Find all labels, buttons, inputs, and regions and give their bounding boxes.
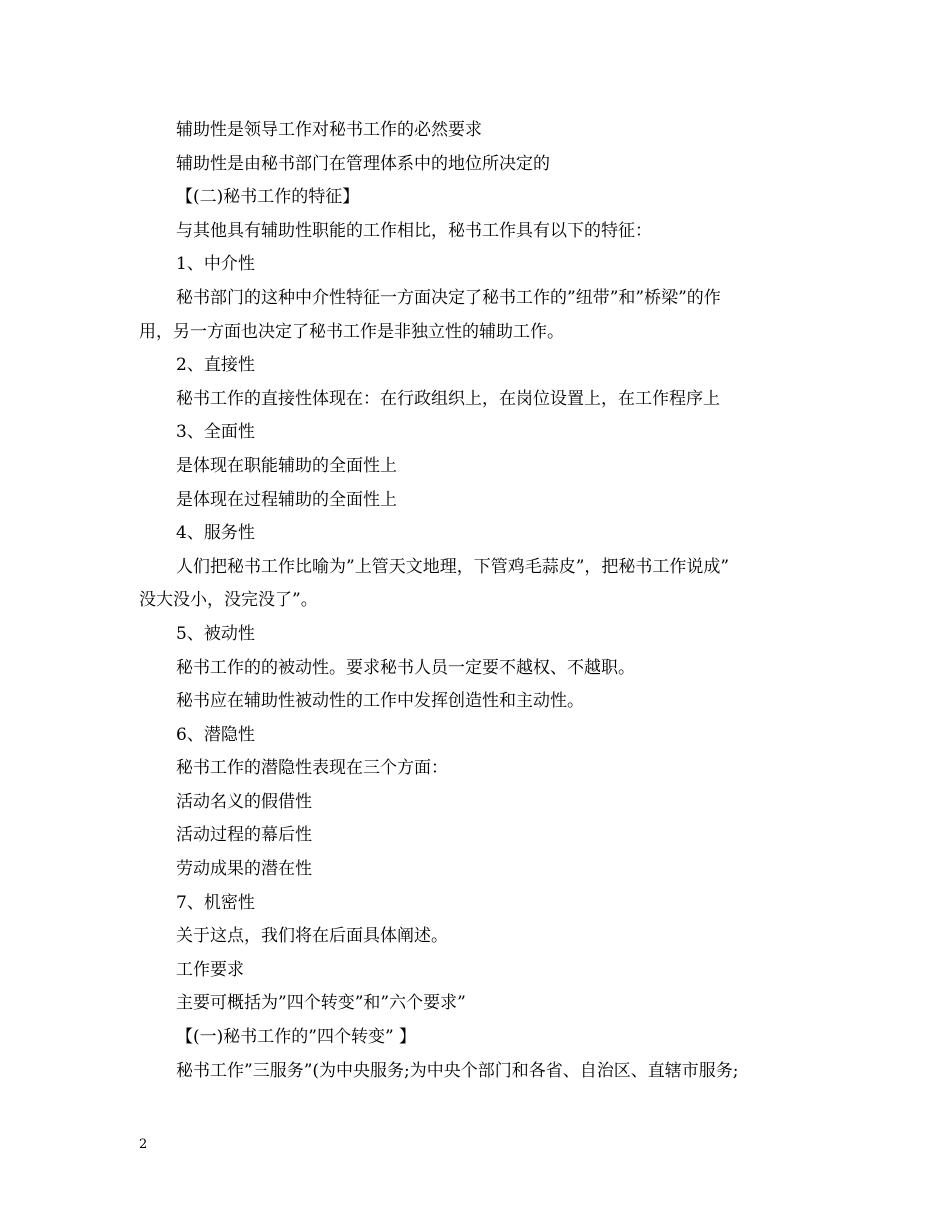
text-line: 劳动成果的潜在性	[176, 859, 312, 880]
text-line: 辅助性是领导工作对秘书工作的必然要求	[176, 120, 482, 140]
text-line: 主要可概括为”四个转变”和”六个要求”	[176, 993, 466, 1014]
text-line: 1、中介性	[176, 254, 255, 275]
text-line: 7、机密性	[176, 892, 255, 913]
text-line: 【(二)秘书工作的特征】	[176, 187, 360, 208]
text-line: 用，另一方面也决定了秘书工作是非独立性的辅助工作。	[139, 321, 564, 342]
text-line: 活动名义的假借性	[176, 791, 312, 812]
text-line: 秘书工作”三服务”(为中央服务;为中央个部门和各省、自治区、直辖市服务;	[176, 1060, 739, 1081]
text-line: 与其他具有辅助性职能的工作相比，秘书工作具有以下的特征：	[176, 220, 652, 241]
text-line: 秘书应在辅助性被动性的工作中发挥创造性和主动性。	[176, 691, 584, 712]
text-line: 是体现在过程辅助的全面性上	[176, 489, 397, 510]
text-line: 工作要求	[176, 959, 244, 980]
text-line: 是体现在职能辅助的全面性上	[176, 455, 397, 476]
text-line: 人们把秘书工作比喻为”上管天文地理，下管鸡毛蒜皮”，把秘书工作说成”	[176, 556, 730, 577]
text-line: 3、全面性	[176, 422, 255, 443]
text-line: 6、潜隐性	[176, 724, 255, 745]
text-line: 【(一)秘书工作的”四个转变” 】	[176, 1027, 417, 1048]
document-body	[139, 114, 819, 1088]
text-line: 秘书部门的这种中介性特征一方面决定了秘书工作的”纽带”和”桥梁”的作	[176, 287, 721, 308]
text-line: 没大没小，没完没了”。	[139, 590, 318, 611]
text-line: 关于这点，我们将在后面具体阐述。	[176, 926, 448, 947]
text-line: 秘书工作的的被动性。要求秘书人员一定要不越权、不越职。	[176, 657, 635, 678]
text-line: 秘书工作的潜隐性表现在三个方面：	[176, 758, 448, 779]
text-line: 活动过程的幕后性	[176, 825, 312, 846]
text-line: 2、直接性	[176, 355, 255, 376]
text-line: 辅助性是由秘书部门在管理体系中的地位所决定的	[176, 153, 550, 174]
text-line: 4、服务性	[176, 523, 255, 544]
text-line: 秘书工作的直接性体现在：在行政组织上，在岗位设置上，在工作程序上	[176, 388, 720, 409]
page-number: 2	[139, 1137, 148, 1152]
text-line: 5、被动性	[176, 623, 255, 644]
